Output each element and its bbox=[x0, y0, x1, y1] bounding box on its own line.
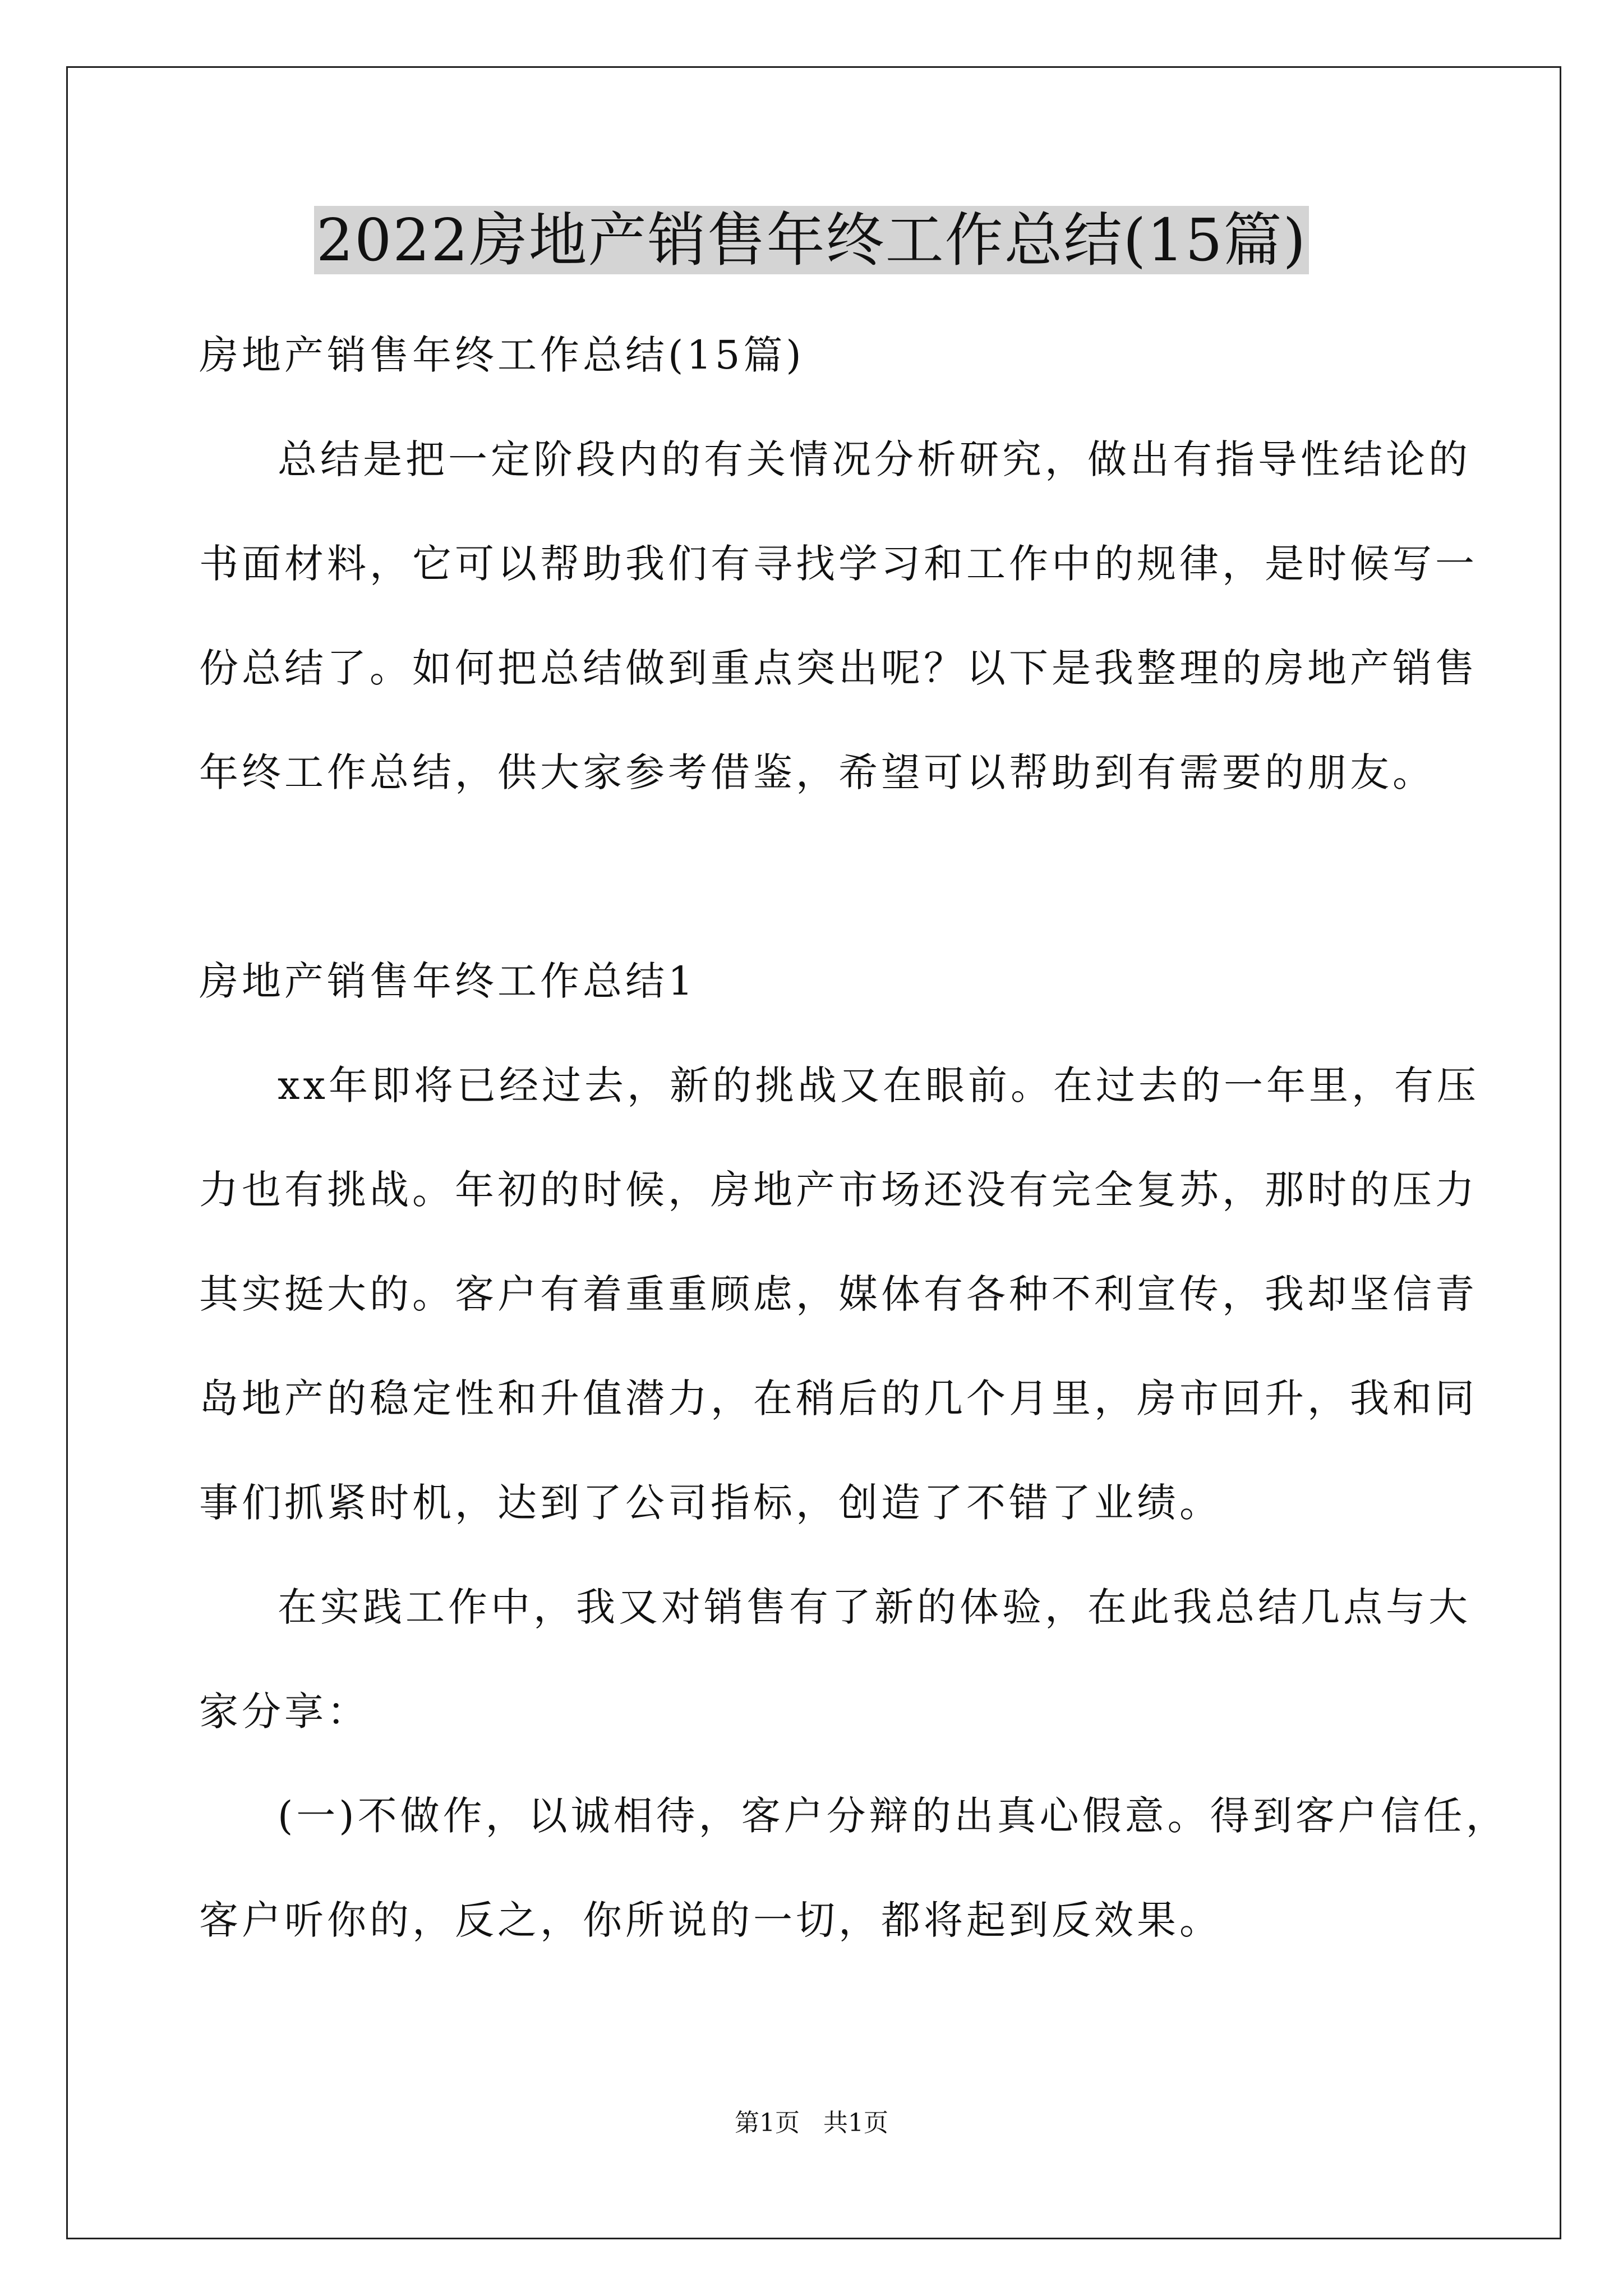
document-body bbox=[199, 303, 1509, 1972]
paragraph-line: 客户听你的，反之，你所说的一切，都将起到反效果。 bbox=[199, 1897, 1222, 1943]
intro-line: 书面材料，它可以帮助我们有寻找学习和工作中的规律，是时候写一 bbox=[199, 541, 1478, 587]
document-subtitle: 房地产销售年终工作总结(15篇) bbox=[199, 332, 805, 378]
page-footer bbox=[0, 2106, 1623, 2140]
blank-line bbox=[199, 825, 1433, 929]
paragraph-line: 家分享： bbox=[199, 1688, 370, 1734]
page-total: 共1页 bbox=[823, 2109, 888, 2137]
paragraph-line: 力也有挑战。年初的时候，房地产市场还没有完全复苏，那时的压力 bbox=[199, 1167, 1478, 1213]
intro-paragraph bbox=[199, 407, 1478, 825]
paragraph-line: 事们抓紧时机，达到了公司指标，创造了不错了业绩。 bbox=[199, 1480, 1222, 1526]
paragraph-3 bbox=[199, 1764, 1509, 1972]
paragraph-2 bbox=[199, 1555, 1471, 1764]
intro-line: 总结是把一定阶段内的有关情况分析研究，做出有指导性结论的 bbox=[278, 436, 1471, 482]
intro-line: 年终工作总结，供大家参考借鉴，希望可以帮助到有需要的朋友。 bbox=[199, 749, 1435, 795]
intro-line: 份总结了。如何把总结做到重点突出呢？以下是我整理的房地产销售 bbox=[199, 645, 1478, 691]
paragraph-1 bbox=[199, 1033, 1479, 1555]
section-heading: 房地产销售年终工作总结1 bbox=[199, 958, 697, 1004]
paragraph-line: 在实践工作中，我又对销售有了新的体验，在此我总结几点与大 bbox=[278, 1584, 1471, 1630]
paragraph-line: 岛地产的稳定性和升值潜力，在稍后的几个月里，房市回升，我和同 bbox=[199, 1375, 1478, 1421]
paragraph-line: (一)不做作，以诚相待，客户分辩的出真心假意。得到客户信任， bbox=[278, 1793, 1509, 1839]
paragraph-line: xx年即将已经过去，新的挑战又在眼前。在过去的一年里，有压 bbox=[278, 1062, 1479, 1108]
page-number: 第1页 bbox=[735, 2109, 800, 2137]
document-title-text: 2022房地产销售年终工作总结(15篇) bbox=[314, 206, 1309, 274]
document-title bbox=[0, 202, 1623, 278]
paragraph-line: 其实挺大的。客户有着重重顾虑，媒体有各种不利宣传，我却坚信青 bbox=[199, 1271, 1478, 1317]
